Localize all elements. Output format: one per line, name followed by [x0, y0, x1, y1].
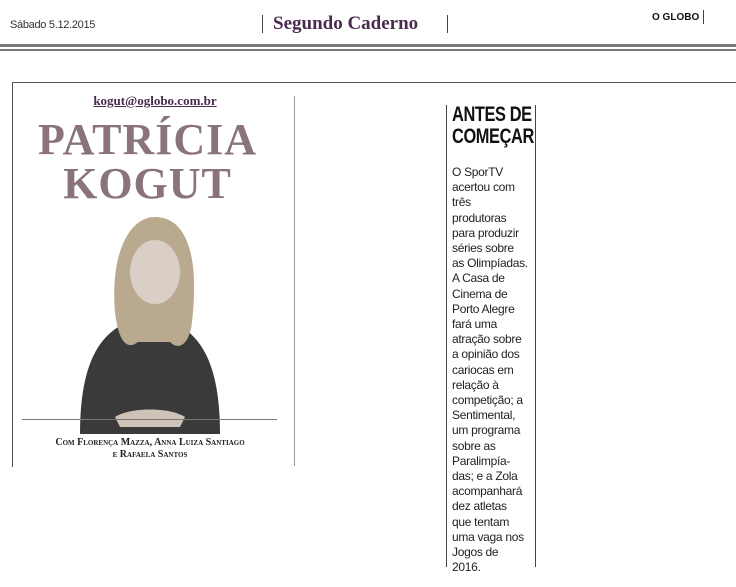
credits-line: e Rafaela Santos [112, 449, 188, 460]
sidebar-text-line: relação à [452, 377, 499, 392]
newspaper-logo: O GLOBO [652, 12, 700, 23]
sidebar-text-line: das; e a Zola [452, 469, 518, 484]
author-name [20, 115, 275, 208]
sidebar-text-line: O SporTV [452, 165, 503, 179]
divider [703, 10, 704, 24]
sidebar-text-line: uma vaga nos [452, 529, 524, 544]
author-name-line: KOGUT [63, 159, 232, 208]
divider [262, 15, 263, 33]
sidebar-border [535, 105, 536, 567]
sidebar-title-line: ANTES DE [452, 103, 532, 126]
sidebar-title [452, 104, 534, 148]
header-rule [0, 49, 736, 51]
issue-date: Sábado 5.12.2015 [10, 19, 96, 31]
author-photo [60, 212, 240, 434]
sidebar-text-line: produtoras [452, 210, 507, 225]
sidebar-text-line: acompanhará [452, 484, 523, 499]
sidebar-text-line: um programa [452, 423, 521, 438]
sidebar-text-line: a opinião dos [452, 347, 520, 362]
sidebar-text-line: 2016. [452, 560, 481, 575]
column-divider [294, 96, 295, 466]
sidebar-text-line: que tentam [452, 514, 510, 529]
sidebar-text-line: as Olimpíadas. [452, 256, 528, 271]
sidebar-text-line: Sentimental, [452, 408, 516, 423]
author-email[interactable]: kogut@oglobo.com.br [93, 93, 217, 108]
sidebar-text-line: sobre as [452, 438, 496, 453]
sidebar-text-line: cariocas em [452, 362, 514, 377]
section-title: Segundo Caderno [273, 13, 419, 34]
credits [20, 437, 280, 461]
sidebar-text-line: competição; a [452, 393, 523, 408]
sidebar-text-line: Cinema de [452, 286, 508, 301]
sidebar-text-line: acertou com [452, 180, 515, 195]
sidebar-border [446, 105, 447, 567]
sidebar-text-line: séries sobre [452, 241, 514, 256]
sidebar-text-line: Porto Alegre [452, 301, 515, 316]
sidebar-text-line: atração sobre [452, 332, 522, 347]
header-rule [0, 44, 736, 47]
divider [447, 15, 448, 33]
sidebar-text-line: para produzir [452, 225, 519, 240]
sidebar-body [452, 165, 532, 575]
sidebar-text-line: dez atletas [452, 499, 507, 514]
sidebar-text-line: A Casa de [452, 271, 505, 286]
author-name-line: PATRÍCIA [37, 115, 258, 164]
sidebar-title-line: COMEÇAR [452, 125, 534, 148]
sidebar-text-line: Jogos de [452, 545, 499, 560]
photo-rule [22, 419, 277, 420]
sidebar-text-line: fará uma [452, 317, 497, 332]
sidebar-text-line: três [452, 195, 471, 210]
sidebar-text-line: Paralimpía- [452, 453, 511, 468]
credits-line: Com Florença Mazza, Anna Luiza Santiago [55, 437, 245, 448]
